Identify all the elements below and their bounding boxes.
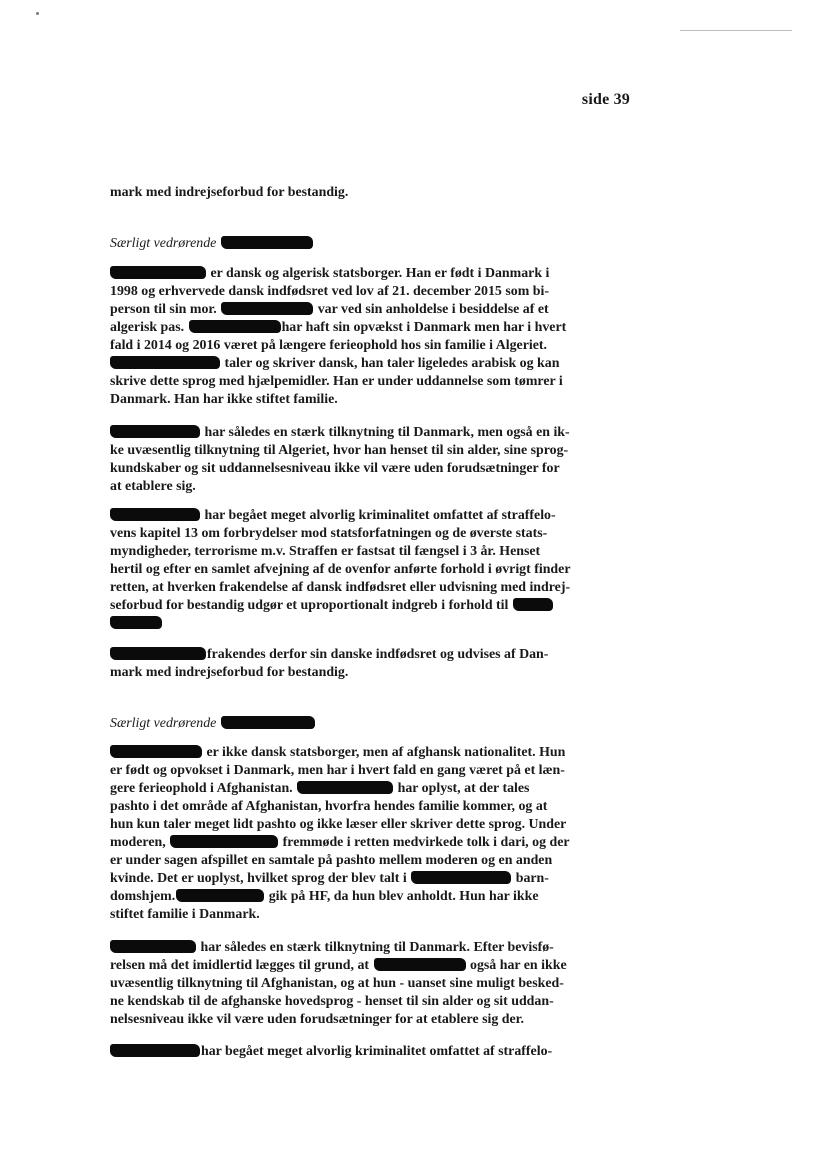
text-line — [110, 265, 580, 283]
redaction-bar — [221, 236, 313, 249]
text-line — [110, 301, 580, 319]
text-span: har således en stærk tilknytning til Danmark. Efter bevisfø- — [200, 940, 554, 955]
redaction-bar — [110, 647, 206, 660]
redaction-bar — [297, 781, 393, 794]
scan-dot — [36, 12, 39, 15]
text-line: pashto i det område af Afghanistan, hvorfra hendes familie kommer, og at — [110, 799, 548, 814]
text-line: retten, at hverken frakendelse af dansk indfødsret eller udvisning med indrej- — [110, 580, 571, 595]
text-line — [110, 597, 580, 615]
section-heading — [110, 236, 314, 252]
text-line: mark med indrejseforbud for bestandig. — [110, 665, 349, 680]
scan-artifact-line — [680, 30, 792, 31]
text-line: skrive dette sprog med hjælpemidler. Han er under uddannelse som tømrer i — [110, 374, 563, 389]
redaction-bar — [189, 320, 281, 333]
text-line — [110, 780, 580, 798]
text-span: er dansk og algerisk statsborger. Han er født i Danmark i — [210, 266, 550, 281]
redaction-bar — [110, 940, 196, 953]
redaction-bar — [513, 598, 553, 611]
text-line — [110, 319, 580, 337]
text-span: har således en stærk tilknytning til Danmark, men også en ik- — [204, 425, 570, 440]
text-span: gere ferieophold i Afghanistan. — [110, 781, 293, 796]
text-line — [110, 507, 580, 525]
text-span: har haft sin opvækst i Danmark men har i hvert — [281, 320, 567, 335]
redaction-bar — [110, 1044, 200, 1057]
text-span: barn- — [515, 871, 549, 886]
text-span: frakendes derfor sin danske indfødsret og udvises af Dan- — [207, 647, 549, 662]
text-line: uvæsentlig tilknytning til Afghanistan, og at hun - uanset sine muligt besked- — [110, 976, 564, 991]
text-line: stiftet familie i Danmark. — [110, 907, 260, 922]
redaction-bar — [221, 716, 315, 729]
text-line — [110, 939, 580, 957]
text-line: nelsesniveau ikke vil være uden forudsætninger for at etablere sig der. — [110, 1012, 525, 1027]
text-span: relsen må det imidlertid lægges til grund, at — [110, 958, 370, 973]
redaction-bar — [110, 745, 202, 758]
text-line — [110, 615, 580, 633]
redaction-bar — [411, 871, 511, 884]
redaction-bar — [221, 302, 313, 315]
text-line — [110, 646, 580, 664]
text-line: at etablere sig. — [110, 479, 196, 494]
text-span: var ved sin anholdelse i besiddelse af et — [317, 302, 549, 317]
text-span: algerisk pas. — [110, 320, 185, 335]
text-span: også har en ikke — [470, 958, 567, 973]
text-line: fald i 2014 og 2016 været på længere ferieophold hos sin familie i Algeriet. — [110, 338, 548, 353]
paragraph — [110, 939, 580, 1029]
text-span: har oplyst, at der tales — [397, 781, 530, 796]
text-span: seforbud for bestandig udgør et uproportionalt indgreb i forhold til — [110, 598, 509, 613]
paragraph — [110, 424, 580, 496]
redaction-bar — [110, 616, 162, 629]
text-span: moderen, — [110, 835, 166, 850]
text-line: hun kun taler meget lidt pashto og ikke læser eller skriver dette sprog. Under — [110, 817, 567, 832]
text-span: person til sin mor. — [110, 302, 217, 317]
paragraph — [110, 1043, 580, 1061]
text-span: har begået meget alvorlig kriminalitet omfattet af straffelo- — [201, 1044, 553, 1059]
text-line: ke uvæsentlig tilknytning til Algeriet, hvor han henset til sin alder, sine sprog- — [110, 443, 569, 458]
text-line: Danmark. Han har ikke stiftet familie. — [110, 392, 338, 407]
text-span: er ikke dansk statsborger, men af afghansk nationalitet. Hun — [206, 745, 566, 760]
text-line — [110, 957, 580, 975]
redaction-bar — [176, 889, 264, 902]
text-line: ne kendskab til de afghanske hovedsprog - henset til sin alder og sit uddan- — [110, 994, 554, 1009]
section-heading — [110, 716, 316, 732]
text-span: taler og skriver dansk, han taler ligeledes arabisk og kan — [224, 356, 560, 371]
redaction-bar — [170, 835, 278, 848]
paragraph-carryover — [110, 184, 580, 202]
redaction-bar — [110, 356, 220, 369]
text-span: domshjem. — [110, 889, 176, 904]
paragraph — [110, 744, 580, 924]
text-line: kundskaber og sit uddannelsesniveau ikke vil være uden forudsætninger for — [110, 461, 560, 476]
heading-text: Særligt vedrørende — [110, 716, 217, 731]
text-line — [110, 834, 580, 852]
text-line — [110, 888, 580, 906]
paragraph — [110, 507, 580, 633]
text-line: mark med indrejseforbud for bestandig. — [110, 185, 349, 200]
text-line — [110, 355, 580, 373]
paragraph — [110, 646, 580, 682]
redaction-bar — [374, 958, 466, 971]
text-span: kvinde. Det er uoplyst, hvilket sprog der blev talt i — [110, 871, 407, 886]
paragraph — [110, 265, 580, 409]
page-number: side 39 — [581, 91, 630, 108]
text-line — [110, 870, 580, 888]
text-line: er født og opvokset i Danmark, men har i hvert fald en gang været på et læn- — [110, 763, 565, 778]
text-line: hertil og efter en samlet afvejning af de ovenfor anførte forhold i øvrigt finder — [110, 562, 571, 577]
redaction-bar — [110, 266, 206, 279]
text-span: fremmøde i retten medvirkede tolk i dari, og der — [282, 835, 570, 850]
redaction-bar — [110, 508, 200, 521]
text-line: vens kapitel 13 om forbrydelser mod statsforfatningen og de øverste stats- — [110, 526, 548, 541]
text-line — [110, 744, 580, 762]
text-span: har begået meget alvorlig kriminalitet omfattet af straffelo- — [204, 508, 556, 523]
text-line — [110, 424, 580, 442]
text-line: myndigheder, terrorisme m.v. Straffen er fastsat til fængsel i 3 år. Henset — [110, 544, 541, 559]
text-line: er under sagen afspillet en samtale på pashto mellem moderen og en anden — [110, 853, 553, 868]
heading-text: Særligt vedrørende — [110, 236, 217, 251]
text-line — [110, 1043, 580, 1061]
text-span: gik på HF, da hun blev anholdt. Hun har ikke — [268, 889, 539, 904]
text-line: 1998 og erhvervede dansk indfødsret ved lov af 21. december 2015 som bi- — [110, 284, 549, 299]
redaction-bar — [110, 425, 200, 438]
